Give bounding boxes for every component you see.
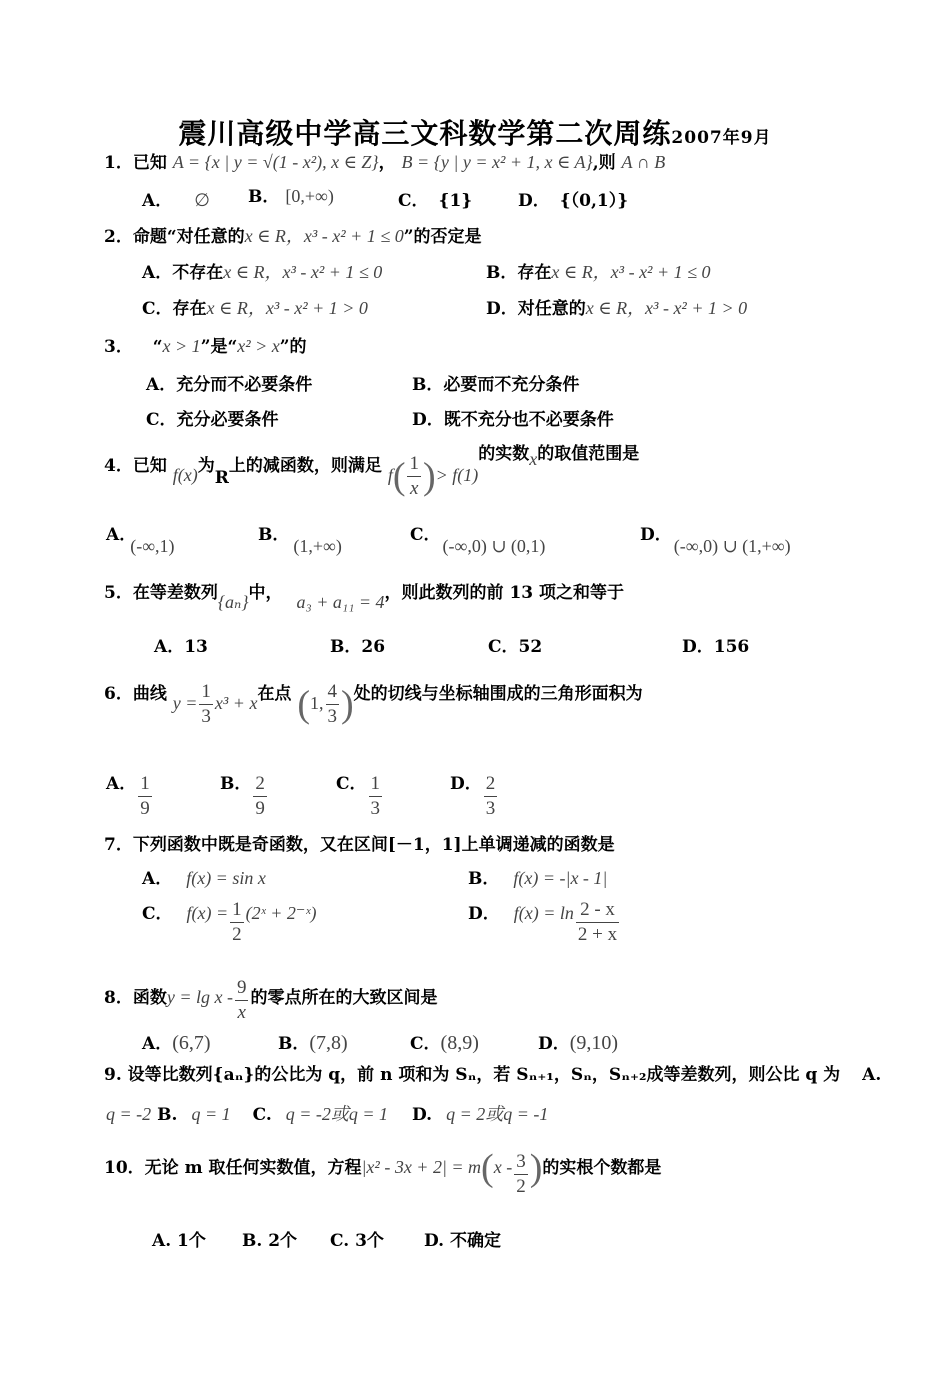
q4-c-math: (-∞,0) ∪ (0,1): [442, 536, 546, 556]
q5-option-b[interactable]: B．26: [330, 637, 386, 657]
q8-c-label: C．: [410, 1034, 441, 1054]
q7-d-den: 2 + x: [577, 923, 618, 945]
question-8: [104, 976, 437, 1025]
q4-f: f: [387, 464, 393, 485]
q7-d-frac: [576, 898, 619, 947]
q7-c-label: C．: [142, 903, 173, 924]
q2-math: x ∈ R，x³ - x² + 1 ≤ 0: [244, 226, 404, 246]
q4-b-math: (1,+∞): [293, 536, 342, 556]
q1-option-c[interactable]: [398, 186, 472, 211]
q3-option-b[interactable]: B．必要而不充分条件: [412, 375, 580, 395]
q6-b-frac: [253, 772, 267, 821]
q4-text-e: 的取值范围是: [537, 443, 640, 464]
q2-a-math: x ∈ R，x³ - x² + 1 ≤ 0: [223, 262, 383, 282]
q10-option-b[interactable]: B. 2个: [242, 1231, 298, 1251]
q7-b-label: B．: [468, 869, 500, 889]
q10-den: 2: [516, 1175, 526, 1197]
q1-option-b[interactable]: [248, 182, 334, 207]
q7-c-frac: [230, 898, 244, 947]
q8-option-d[interactable]: [538, 1029, 618, 1055]
q4-paren-left: (: [392, 455, 406, 498]
q4-c-label: C．: [410, 525, 441, 545]
q7-option-b[interactable]: [468, 864, 607, 889]
q8-d-math: (9,10): [569, 1032, 619, 1054]
q8-a-math: (6,7): [172, 1032, 211, 1054]
q8-option-c[interactable]: [410, 1029, 479, 1055]
question-10: [104, 1147, 662, 1199]
q7-d-label: D．: [468, 903, 500, 924]
q1-c-value: {1}: [438, 191, 473, 211]
q1-b-value: [0,+∞): [285, 186, 334, 206]
q6-b-num: 2: [253, 772, 267, 797]
title-text: 震川高级中学高三文科数学第二次周练: [178, 117, 672, 150]
q2-b-label: B．存在: [486, 263, 552, 283]
q1-d-label: D．: [518, 191, 550, 211]
q8-y: y = lg x -: [166, 986, 233, 1007]
q1-tail: ,则: [592, 153, 616, 173]
q6-a-label: A．: [106, 773, 137, 794]
q2-text-a: 2．命题“对任意的: [104, 227, 245, 247]
q6-b-label: B．: [220, 773, 252, 794]
q3-number: 3．: [104, 337, 133, 357]
q2-text-b: ”的否定是: [403, 227, 482, 247]
q9-a-label[interactable]: A.: [862, 1065, 882, 1085]
q6-d-frac: [484, 772, 498, 821]
q2-option-b[interactable]: [486, 258, 710, 284]
q6-frac: [199, 680, 213, 729]
q4-fx: f(x): [172, 464, 198, 485]
q1-b-label: B．: [248, 187, 280, 207]
q2-c-label: C．存在: [142, 299, 207, 319]
q3-option-d[interactable]: D．既不充分也不必要条件: [412, 410, 614, 430]
q5-option-d[interactable]: D．156: [682, 637, 750, 657]
q4-gt: > f(1): [435, 464, 479, 485]
q6-pt-frac: [326, 680, 340, 729]
q7-c-den: 2: [232, 923, 242, 945]
q8-option-a[interactable]: [142, 1029, 211, 1055]
q8-den: x: [237, 1001, 246, 1023]
q6-text-a: 6．曲线: [104, 683, 167, 704]
q8-frac: [235, 976, 249, 1025]
q6-rest: x³ + x: [214, 692, 258, 713]
q6-curve: [173, 680, 258, 729]
q1-set-b: B = {y | y = x² + 1, x ∈ A}: [401, 152, 593, 172]
q6-d-num: 2: [484, 772, 498, 797]
page-title: [0, 112, 950, 152]
q1-a-label: A．: [142, 191, 173, 211]
q9-option-a[interactable]: [106, 1100, 548, 1126]
q5-text-c: ，则此数列的前 13 项之和等于: [384, 583, 625, 603]
q6-frac-num: 1: [199, 680, 213, 705]
q6-option-d[interactable]: [450, 760, 499, 819]
q7-a-math: f(x) = sin x: [186, 868, 266, 888]
q7-option-a[interactable]: [142, 864, 266, 889]
q6-paren-left: (: [297, 683, 311, 726]
q6-a-den: 9: [140, 797, 150, 819]
q8-option-b[interactable]: [278, 1029, 348, 1055]
q6-paren-right: ): [341, 683, 354, 726]
q6-text-c: 处的切线与坐标轴围成的三角形面积为: [353, 683, 643, 704]
q3-cond1: x > 1: [162, 336, 201, 356]
q9-a-math: q = -2: [106, 1104, 152, 1124]
q10-text-b: 的实根个数都是: [542, 1157, 662, 1178]
q3-quote-open: “: [152, 337, 163, 357]
q10-frac: [514, 1150, 528, 1199]
q6-pt-num: 4: [326, 680, 340, 705]
q6-option-c[interactable]: [336, 760, 384, 819]
q7-c-num: 1: [230, 898, 244, 923]
q4-x: x: [529, 448, 538, 469]
question-9: [104, 1060, 881, 1085]
q10-inner: x -: [493, 1156, 513, 1177]
q5-text-a: 5．在等差数列: [104, 583, 218, 603]
q7-option-c[interactable]: [142, 898, 316, 947]
q8-b-math: (7,8): [309, 1032, 348, 1054]
q4-frac-den: x: [410, 477, 419, 499]
q9-b-math: q = 1: [191, 1104, 231, 1124]
question-1: [104, 148, 665, 173]
q4-text-d: 的实数: [478, 443, 530, 464]
question-3: [104, 332, 307, 357]
q1-option-d[interactable]: [518, 186, 628, 211]
q6-y: y =: [172, 692, 198, 713]
q6-pt-a: 1,: [310, 692, 324, 713]
question-6: [104, 670, 643, 727]
q8-text-b: 的零点所在的大致区间是: [250, 987, 438, 1008]
q3-mid: ”是“: [200, 337, 238, 357]
q6-pt-den: 3: [327, 705, 338, 727]
question-4: [104, 442, 640, 499]
q4-b-label: B．: [258, 525, 290, 545]
q2-option-d[interactable]: [486, 294, 747, 320]
q6-a-frac: [138, 772, 152, 821]
q10-option-c[interactable]: C. 3个: [330, 1231, 384, 1251]
q8-text-a: 8．函数: [104, 987, 167, 1008]
q10-num: 3: [514, 1150, 528, 1175]
question-5: [104, 578, 625, 612]
q9-d-math: q = 2或q = -1: [446, 1104, 549, 1124]
q10-text-a: 10．无论 m 取任何实数值，方程: [104, 1157, 362, 1178]
q4-text-a: 4．已知: [104, 455, 167, 476]
q9-b-label: B.: [157, 1105, 178, 1125]
q1-set-a: A = {x | y = √(1 - x²), x ∈ Z}: [172, 152, 379, 172]
q1-d-value: {（0,1）}: [559, 191, 629, 211]
q5-option-c[interactable]: C．52: [488, 637, 543, 657]
q7-d-num: 2 - x: [576, 898, 619, 923]
q4-paren-right: ): [422, 455, 436, 498]
q4-option-a[interactable]: [106, 520, 181, 556]
q6-c-frac: [369, 772, 383, 821]
q7-c-a: f(x) =: [186, 902, 229, 923]
q8-num: 9: [235, 976, 249, 1001]
q4-d-math: (-∞,0) ∪ (1,+∞): [673, 536, 791, 556]
q1-option-a[interactable]: [142, 186, 210, 211]
q9-c-math: q = -2或q = 1: [285, 1104, 389, 1124]
q6-option-b[interactable]: [220, 760, 269, 819]
q2-option-a[interactable]: [142, 258, 382, 284]
q6-frac-den: 3: [201, 705, 211, 727]
q6-c-label: C．: [336, 773, 367, 794]
q3-option-c[interactable]: C．充分必要条件: [146, 410, 279, 430]
q6-c-den: 3: [370, 797, 381, 819]
q9-d-label: D.: [412, 1105, 433, 1125]
q5-text-b: 中，: [248, 583, 283, 603]
q8-d-label: D．: [538, 1034, 570, 1054]
q10-paren-left: (: [481, 1147, 494, 1190]
q8-b-label: B．: [278, 1034, 310, 1054]
q5-option-a[interactable]: A．13: [154, 637, 208, 657]
q4-text-b: 为: [197, 455, 215, 476]
q7-d-a: f(x) = ln: [513, 902, 574, 923]
q6-d-label: D．: [450, 773, 482, 794]
q8-a-label: A．: [142, 1034, 173, 1054]
q5-seq: {aₙ}: [217, 592, 249, 612]
q10-option-d[interactable]: D. 不确定: [424, 1231, 501, 1251]
q4-r: R: [214, 467, 229, 488]
q2-d-math: x ∈ R，x³ - x² + 1 > 0: [585, 298, 748, 318]
q7-option-d[interactable]: [468, 898, 621, 947]
q9-c-label: C.: [252, 1105, 272, 1125]
q6-b-den: 9: [255, 797, 265, 819]
q7-b-math: f(x) = -|x - 1|: [513, 868, 608, 888]
q2-d-label: D．对任意的: [486, 299, 586, 319]
q2-option-c[interactable]: [142, 294, 368, 320]
q4-option-d[interactable]: [640, 520, 791, 556]
q3-end: ”的: [279, 337, 307, 357]
q9-text: 9. 设等比数列{aₙ}的公比为 q，前 n 项和为 Sₙ，若 Sₙ₊₁，Sₙ，Sₙ₊₂成等差数列，则公比 q 为: [104, 1065, 841, 1085]
q10-paren-right: ): [529, 1147, 543, 1190]
q7-c-b: (2ˣ + 2⁻ˣ): [245, 902, 317, 923]
q6-c-num: 1: [369, 772, 383, 797]
title-date: 2007年9月: [671, 128, 772, 148]
q7-a-label: A．: [142, 869, 173, 889]
q4-frac: [407, 452, 421, 501]
question-2: [104, 222, 482, 248]
q1-comma: ，: [378, 153, 396, 173]
q2-a-label: A．不存在: [142, 263, 224, 283]
question-7: 7．下列函数中既是奇函数，又在区间[－1，1]上单调递减的函数是: [104, 835, 615, 855]
q6-option-a[interactable]: [106, 760, 154, 819]
q10-lhs: |x² - 3x + 2| = m: [361, 1156, 482, 1177]
q3-cond2: x² > x: [237, 336, 280, 356]
q6-point: [297, 680, 353, 729]
q8-c-math: (8,9): [440, 1032, 479, 1054]
q6-a-num: 1: [138, 772, 152, 797]
q4-text-c: 上的减函数，则满足: [228, 455, 382, 476]
q10-option-a[interactable]: A. 1个: [152, 1231, 206, 1251]
q1-a-value: ∅: [194, 190, 210, 210]
q4-frac-num: 1: [407, 452, 421, 477]
q6-text-b: 在点: [257, 683, 292, 704]
q4-inequality: [388, 452, 478, 501]
q1-c-label: C．: [398, 191, 429, 211]
q4-a-label: A．: [106, 525, 137, 545]
q4-option-c[interactable]: [410, 520, 546, 556]
q3-option-a[interactable]: A．充分而不必要条件: [146, 375, 313, 395]
q6-d-den: 3: [485, 797, 496, 819]
q2-b-math: x ∈ R，x³ - x² + 1 ≤ 0: [551, 262, 711, 282]
q4-a-math: (-∞,1): [130, 536, 175, 556]
q4-d-label: D．: [640, 525, 672, 545]
q1-label: 1．已知: [104, 153, 167, 173]
q4-option-b[interactable]: [258, 520, 342, 556]
q1-expr: A ∩ B: [621, 152, 666, 172]
q5-eq: a₃ + a₁₁ = 4: [296, 592, 385, 612]
q2-c-math: x ∈ R，x³ - x² + 1 > 0: [206, 298, 368, 318]
